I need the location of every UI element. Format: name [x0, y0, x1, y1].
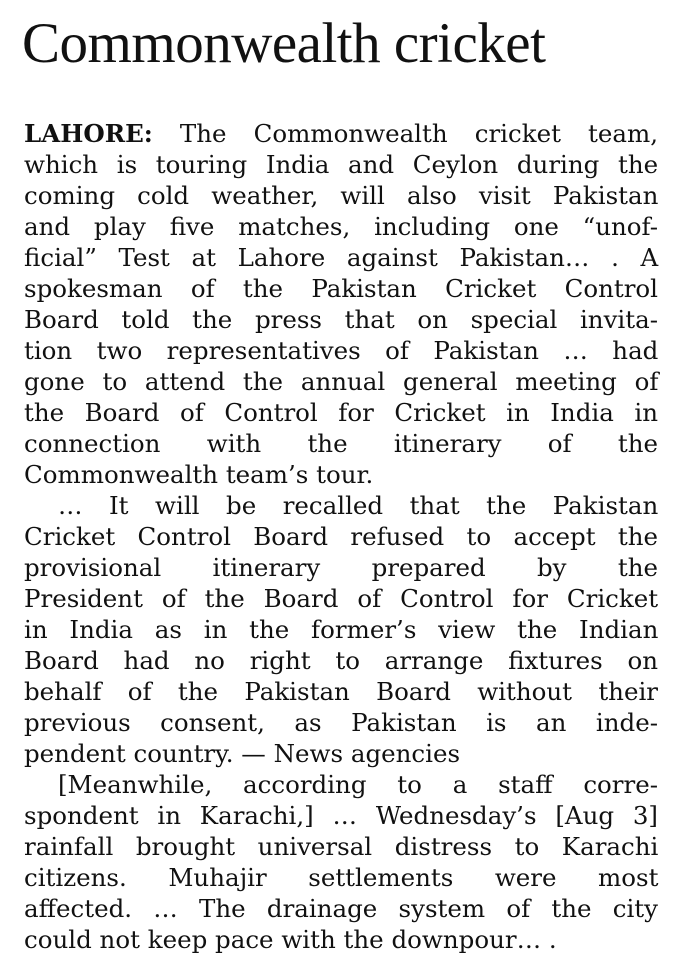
text-line — [24, 428, 658, 459]
headline: Commonwealth cricket — [22, 12, 546, 75]
text-line — [24, 242, 658, 273]
text-line — [24, 831, 658, 862]
text-line — [24, 273, 658, 304]
line-text: President of the Board of Control for Cricket — [24, 584, 659, 613]
line-text: [Meanwhile, according to a staff corre- — [58, 770, 658, 799]
text-line — [24, 645, 658, 676]
line-text: tion two representatives of Pakistan … had — [24, 336, 659, 365]
dateline: LAHORE: — [24, 119, 153, 148]
text-line — [24, 769, 658, 800]
line-text: Board had no right to arrange fixtures on — [24, 646, 659, 675]
line-text: rainfall brought universal distress to Karachi — [24, 832, 659, 861]
line-text: previous consent, as Pakistan is an inde- — [24, 708, 658, 737]
line-text: Board told the press that on special invita- — [24, 305, 658, 334]
line-text: ficial” Test at Lahore against Pakistan… . A — [24, 243, 659, 272]
line-text: coming cold weather, will also visit Pakistan — [24, 181, 659, 210]
line-text: spondent in Karachi,] … Wednesday’s [Aug 3] — [24, 801, 658, 830]
text-line — [24, 583, 658, 614]
line-text: pendent country. — News agencies — [24, 739, 461, 768]
line-text: … It will be recalled that the Pakistan — [58, 491, 659, 520]
text-line — [24, 552, 658, 583]
line-text: The Commonwealth cricket team, — [179, 119, 658, 148]
text-line — [24, 521, 658, 552]
text-line — [24, 862, 658, 893]
text-line — [24, 490, 658, 521]
line-text: citizens. Muhajir settlements were most — [24, 863, 659, 892]
line-text: Cricket Control Board refused to accept the — [24, 522, 658, 551]
line-text: which is touring India and Ceylon during the — [24, 150, 659, 179]
text-line — [24, 459, 658, 490]
line-text: could not keep pace with the downpour… . — [24, 925, 557, 954]
line-text: spokesman of the Pakistan Cricket Control — [24, 274, 658, 303]
text-line — [24, 397, 658, 428]
line-text: behalf of the Pakistan Board without their — [24, 677, 658, 706]
text-line — [24, 800, 658, 831]
line-text: connection with the itinerary of the — [24, 429, 658, 458]
text-line — [24, 211, 658, 242]
text-line — [24, 149, 658, 180]
line-text: and play five matches, including one “unof- — [24, 212, 658, 241]
line-text: the Board of Control for Cricket in India in — [24, 398, 658, 427]
line-text: Commonwealth team’s tour. — [24, 460, 374, 489]
text-line — [24, 676, 658, 707]
text-line — [24, 738, 658, 769]
text-line — [24, 304, 658, 335]
text-line — [24, 118, 658, 149]
line-text: gone to attend the annual general meeting of — [24, 367, 659, 396]
text-line — [24, 180, 658, 211]
article-body — [24, 118, 658, 955]
text-line — [24, 335, 658, 366]
line-text: provisional itinerary prepared by the — [24, 553, 658, 582]
text-line — [24, 893, 658, 924]
text-line — [24, 614, 658, 645]
text-line — [24, 366, 658, 397]
text-line — [24, 924, 658, 955]
line-text: affected. … The drainage system of the city — [24, 894, 658, 923]
line-text: in India as in the former’s view the Indian — [24, 615, 659, 644]
text-line — [24, 707, 658, 738]
